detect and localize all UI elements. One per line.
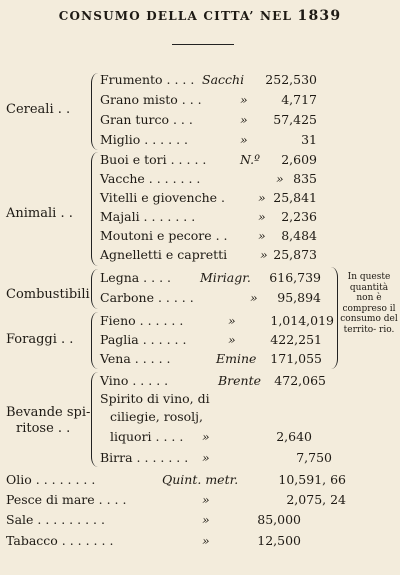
item-value: 8,484 xyxy=(281,228,317,243)
item-name: Vena . . . . . xyxy=(100,351,171,366)
item-name: Sale . . . . . . . . . xyxy=(6,512,105,527)
page-title xyxy=(0,8,400,24)
item-unit: » xyxy=(202,512,210,527)
row-gran-turco xyxy=(100,112,325,128)
title-year: 1839 xyxy=(297,8,342,24)
side-note: In queste quantità non è compreso il consumo del territo- rio. xyxy=(340,272,398,335)
row-paglia xyxy=(100,332,334,348)
group-label-bevande-1: Bevande spi- xyxy=(6,405,91,420)
item-name: Majali . . . . . . . xyxy=(100,209,196,224)
item-name: Spirito di vino, di xyxy=(100,391,210,406)
item-unit: » xyxy=(202,429,210,444)
item-unit: » xyxy=(250,290,258,305)
group-label-bevande-2: ritose . . xyxy=(16,421,71,436)
item-value: 2,075, 24 xyxy=(286,492,346,507)
item-unit: » xyxy=(228,332,236,347)
item-name: Legna . . . . xyxy=(100,270,171,285)
item-name: Vino . . . . . xyxy=(100,373,169,388)
item-name: Moutoni e pecore . . xyxy=(100,228,228,243)
item-unit: » xyxy=(202,450,210,465)
row-majali xyxy=(100,209,325,225)
row-spirito-1 xyxy=(100,391,334,407)
item-value: 1,014,019 xyxy=(270,313,334,328)
item-unit: » xyxy=(202,492,210,507)
item-value: 31 xyxy=(301,132,317,147)
item-unit: Quint. metr. xyxy=(162,472,239,487)
item-value: 85,000 xyxy=(257,512,301,527)
row-birra xyxy=(100,450,334,466)
item-unit: » xyxy=(260,247,268,262)
row-legna xyxy=(100,270,325,286)
row-vitelli xyxy=(100,190,325,206)
brace-cereali xyxy=(91,73,99,150)
item-name: Vacche . . . . . . . xyxy=(100,171,201,186)
row-frumento xyxy=(100,72,325,88)
item-name: Pesce di mare . . . . xyxy=(6,492,127,507)
item-name: Vitelli e giovenche . xyxy=(100,190,225,205)
item-unit: » xyxy=(276,171,284,186)
brace-foraggi xyxy=(91,312,99,369)
title-rule xyxy=(172,44,234,45)
row-olio xyxy=(6,472,346,488)
item-unit: » xyxy=(202,533,210,548)
group-label-foraggi: Foraggi . . xyxy=(6,332,74,347)
item-name: Frumento . . . . xyxy=(100,72,195,87)
item-unit: » xyxy=(258,190,266,205)
group-label-combustibili: Combustibili xyxy=(6,287,90,302)
brace-animali xyxy=(91,152,99,266)
row-pesce xyxy=(6,492,346,508)
item-value: 2,236 xyxy=(281,209,317,224)
item-value: 7,750 xyxy=(296,450,332,465)
item-name: Tabacco . . . . . . . xyxy=(6,533,114,548)
item-value: 835 xyxy=(293,171,317,186)
item-name: Birra . . . . . . . xyxy=(100,450,189,465)
row-tabacco xyxy=(6,533,346,549)
item-value: 95,894 xyxy=(277,290,321,305)
group-label-cereali: Cereali . . xyxy=(6,102,71,117)
item-unit: N.º xyxy=(240,152,260,167)
item-unit: Brente xyxy=(218,373,262,388)
brace-combustibili xyxy=(91,269,99,309)
item-value: 4,717 xyxy=(281,92,317,107)
item-value: 10,591, 66 xyxy=(278,472,346,487)
item-name: Agnelletti e capretti xyxy=(100,247,228,262)
title-text: CONSUMO DELLA CITTA’ NEL xyxy=(58,9,293,23)
row-liquori xyxy=(110,429,334,445)
item-unit: » xyxy=(240,112,248,127)
row-buoi xyxy=(100,152,325,168)
row-miglio xyxy=(100,132,325,148)
item-value: 57,425 xyxy=(273,112,317,127)
item-name: Grano misto . . . xyxy=(100,92,202,107)
row-vacche xyxy=(100,171,325,187)
item-unit: » xyxy=(228,313,236,328)
item-value: 12,500 xyxy=(257,533,301,548)
item-name: Carbone . . . . . xyxy=(100,290,194,305)
item-name: Olio . . . . . . . . xyxy=(6,472,96,487)
item-unit: » xyxy=(240,132,248,147)
item-name: Paglia . . . . . . xyxy=(100,332,187,347)
item-name: Miglio . . . . . . xyxy=(100,132,189,147)
item-value: 2,609 xyxy=(281,152,317,167)
item-value: 2,640 xyxy=(276,429,312,444)
row-vino xyxy=(100,373,334,389)
row-carbone xyxy=(100,290,325,306)
row-montoni xyxy=(100,228,325,244)
item-unit: Emine xyxy=(216,351,257,366)
item-name: Gran turco . . . xyxy=(100,112,193,127)
row-fieno xyxy=(100,313,334,329)
item-unit: » xyxy=(240,92,248,107)
item-name: ciliegie, rosolj, xyxy=(110,409,204,424)
row-spirito-2 xyxy=(110,409,334,425)
item-value: 616,739 xyxy=(269,270,321,285)
item-name: Buoi e tori . . . . . xyxy=(100,152,207,167)
item-unit: » xyxy=(258,228,266,243)
group-label-animali: Animali . . xyxy=(6,206,73,221)
item-unit: » xyxy=(258,209,266,224)
item-value: 472,065 xyxy=(274,373,326,388)
item-value: 25,841 xyxy=(273,190,317,205)
item-value: 252,530 xyxy=(265,72,317,87)
item-name: Fieno . . . . . . xyxy=(100,313,184,328)
item-value: 25,873 xyxy=(273,247,317,262)
brace-note xyxy=(330,267,338,369)
item-name: liquori . . . . xyxy=(110,429,184,444)
row-agnelletti xyxy=(100,247,325,263)
row-grano-misto xyxy=(100,92,325,108)
row-sale xyxy=(6,512,346,528)
brace-bevande xyxy=(91,372,99,467)
row-vena xyxy=(100,351,334,367)
item-value: 422,251 xyxy=(270,332,322,347)
item-value: 171,055 xyxy=(270,351,322,366)
item-unit: Miriagr. xyxy=(200,270,251,285)
item-unit: Sacchi xyxy=(202,72,245,87)
